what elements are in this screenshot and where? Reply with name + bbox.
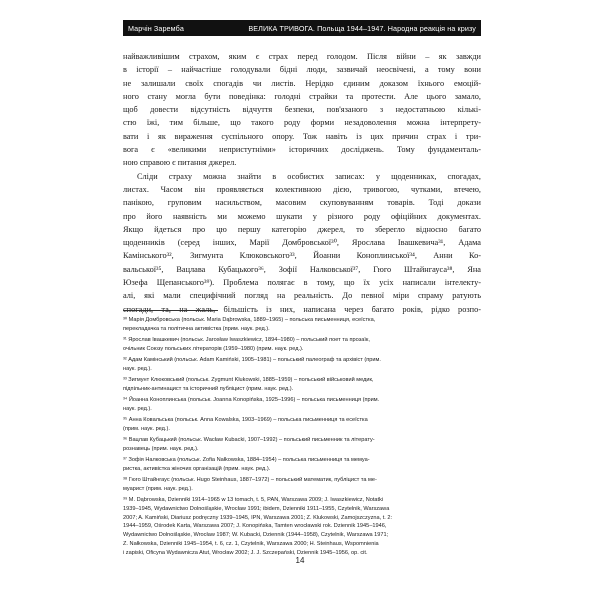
footnote-line: Wydawnictwo Dolnośląskie, Wrocław 1987; W. Kubacki, Dziennik (1944–1958), Czytelnik, Warszawa 1971; bbox=[123, 532, 389, 539]
footnote-line: ³¹ Ярослав Івашкевич (польськ. Jarosław Iwaszkiewicz, 1894–1980) – польський поет та прозаїк, bbox=[123, 336, 370, 343]
footnote-line: муарист (прим. наук. ред.). bbox=[123, 485, 193, 492]
footnote-line: ристка, активістка жіночих організацій (прим. наук. ред.). bbox=[123, 465, 271, 472]
text-line: найважливішим страхом, яким є страх перед голодом. Після війни – як завжди bbox=[123, 52, 481, 61]
footnote bbox=[123, 316, 481, 334]
text-line: Якщо йдеться про цю першу категорію джерел, то зберегло відносно багато bbox=[123, 224, 481, 234]
footnote-line: наук. ред.). bbox=[123, 365, 152, 372]
text-line: про його наявність ми можемо шукати у різного роду офіційних документах. bbox=[123, 211, 481, 221]
text-line: ного стану могла бути поведінка: голодні страйки та протести. Але цього замало, bbox=[123, 91, 481, 101]
footnote bbox=[123, 356, 481, 374]
footnote-line: (прим. наук. ред.). bbox=[123, 425, 170, 432]
footnote-line: ³⁹ M. Dąbrowska, Dzienniki 1914–1965 w 13 tomach, t. 5, PAN, Warszawa 2009; J. Iwaszkiewicz, Notatki bbox=[123, 496, 384, 503]
footnote-line: 2007; A. Kamiński, Diariusz podręczny 1939–1945, IPN, Warszawa 2001; Z. Klukowski, Zamojszczyzna, t. 2: bbox=[123, 514, 393, 521]
text-line: алі, які мали специфічний погляд на реальність. До певної міри спраму ратують bbox=[123, 291, 481, 301]
header-title: ВЕЛИКА ТРИВОГА. Польща 1944–1947. Народна реакція на кризу bbox=[248, 23, 476, 33]
footnote-line: ³² Адам Камінський (польськ. Adam Kamiński, 1905–1981) – польський палеограф та архівіст (прим. bbox=[123, 356, 381, 363]
header-author: Марчін Зарембa bbox=[128, 23, 184, 33]
footnote-separator bbox=[123, 310, 218, 311]
footnote bbox=[123, 436, 481, 454]
footnote bbox=[123, 476, 481, 494]
footnote bbox=[123, 496, 481, 558]
footnote bbox=[123, 416, 481, 434]
footnote-line: ³⁰ Марія Домбровська (польськ. Maria Dąbrowska, 1889–1965) – польська письменниця, есеїстка, bbox=[123, 317, 376, 323]
footnote bbox=[123, 396, 481, 414]
page-number: 14 bbox=[295, 556, 305, 565]
footnote-line: наук. ред.). bbox=[123, 405, 152, 412]
text-line: Камінського³², Зигмунта Клюковського³³, Йоанни Коноплинської³⁴, Анни Ко- bbox=[123, 251, 481, 261]
footnote-line: ³⁶ Вацлав Кубацький (польськ. Wacław Kubacki, 1907–1992) – польський письменник та літерату- bbox=[123, 436, 375, 443]
text-line: щоб довести відсутність відчуття безпеки, пов'язаного з недостатньою кількі- bbox=[123, 105, 481, 115]
footnote-line: підпільник-антинацист та історичний публіцист (прим. наук. ред.). bbox=[123, 385, 294, 392]
footnote-line: ³⁸ Гюго Штайнгаус (польськ. Hugo Steinhaus, 1887–1972) – польський математик, публіцист та ме- bbox=[123, 476, 377, 483]
text-line: листах. Часом він проявляється колективною дією, тривогою, чутками, втечею, bbox=[123, 184, 481, 194]
footnote-line: i zapiski, Oficyna Wydawnicza Atut, Wrocław 2002; J. J. Szczepański, Dziennik 1945–1956, op. cit. bbox=[123, 550, 368, 557]
footnote-line: ³⁵ Анна Ковальська (польськ. Anna Kowalska, 1903–1969) – польська письменниця та есеїстка bbox=[123, 416, 368, 423]
text-line: Юзефа Щепанського³⁹). Проблема полягає в тому, що їх усіх написали інтелекту- bbox=[123, 278, 481, 288]
text-line: ною справою є питання джерел. bbox=[123, 158, 237, 168]
text-line: вальської³⁵, Вацлава Кубацького³⁶, Зофії Налковської³⁷, Гюго Штайнгауса³⁸, Яна bbox=[123, 264, 481, 274]
footnote-line: 1939–1945, Wydawnictwo Dolnośląskie, Wrocław 1991; ibidem, Dzienniki 1911–1955, Czytelnik, Warszawa bbox=[123, 505, 390, 512]
text-line: спогади, та, на жаль, більшість із них, написана через багато років, рідко розпо- bbox=[123, 304, 481, 314]
text-line: панікою, груповим насильством, масовим скуповуванням товарів. Тоді докази bbox=[123, 198, 481, 208]
text-line: в історії – найчастіше голодували бідні люди, зазвичай неосвічені, а тому вони bbox=[123, 65, 481, 75]
footnote-line: ³⁴ Йоанна Коноплинська (польськ. Joanna Konopińska, 1925–1996) – польська письменниця (прим. bbox=[123, 396, 380, 403]
footnote bbox=[123, 376, 481, 394]
footnote-line: Z. Nałkowska, Dzienniki 1945–1954, t. 6, cz. 1, Czytelnik, Warszawa 2000; H. Steinhaus, Wspomnienia bbox=[123, 541, 379, 548]
footnote-line: рознавець (прим. наук. ред.). bbox=[123, 445, 199, 452]
main-text bbox=[123, 50, 481, 316]
footnotes bbox=[123, 316, 481, 558]
text-line: не залишали своїх спогадів чи листів. Нерідко єдиним доказом їхнього емоцій- bbox=[123, 78, 481, 88]
footnote bbox=[123, 456, 481, 474]
footnote-line: ³⁷ Зофія Налковська (польськ. Zofia Nałkowska, 1884–1954) – польська письменниця та мемуа- bbox=[123, 456, 370, 463]
footnote-line: ³³ Зигмунт Клюковський (польськ. Zygmunt Klukowski, 1885–1959) – польський військовий медик, bbox=[123, 376, 374, 383]
footnote-line: очільник Союзу польських літераторів (1959–1980) (прим. наук. ред.). bbox=[123, 345, 304, 352]
text-line: вога є «великими непристутніми» історичних досліджень. Тому фундаменталь- bbox=[123, 145, 481, 155]
text-line: стю їжі, тим більше, що такого роду форми незадоволення можна інтерпрету- bbox=[123, 118, 481, 128]
text-line: вати і як вираження суспільного опору. Тож навіть із цих причин страх і три- bbox=[123, 131, 481, 141]
text-line: щоденників (серед інших, Марії Домбровської³⁰, Ярослава Івашкевича³¹, Адама bbox=[123, 238, 481, 248]
footnote-line: 1944–1959, Ośrodek Karta, Warszawa 2007; J. Konopińska, Tamten wrocławski rok. Dziennik 1945–1946, bbox=[123, 523, 387, 530]
text-line: Сліди страху можна знайти в особистих записах: у щоденниках, спогадах, bbox=[137, 171, 481, 181]
footnote bbox=[123, 336, 481, 354]
running-header bbox=[123, 20, 481, 36]
footnote-line: перекладачка та політична активістка (прим. наук. ред.). bbox=[123, 325, 270, 332]
